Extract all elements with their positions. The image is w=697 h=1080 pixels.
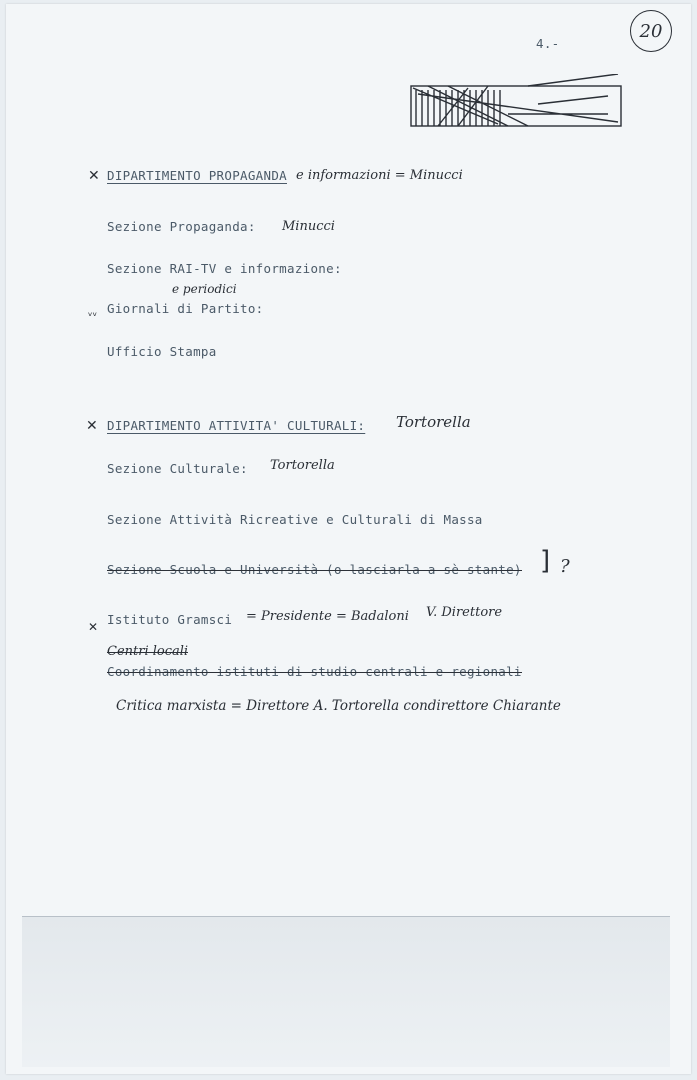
archive-number: 20 (639, 20, 663, 42)
bracket-mark: ] (540, 546, 551, 576)
archive-number-circle (630, 10, 672, 52)
culturali-heading: DIPARTIMENTO ATTIVITA' CULTURALI: (107, 418, 366, 433)
x-mark: ✕ (88, 620, 99, 634)
sezione-propaganda: Sezione Propaganda: (107, 219, 256, 234)
x-mark: ✕ (86, 418, 98, 434)
istituto-note: = Presidente = Badaloni (246, 609, 409, 624)
sezione-attivita: Sezione Attività Ricreative e Culturali di Massa (107, 512, 483, 527)
sezione-scuola-struck: Sezione Scuola e Università (o lasciarla a sè stante) (107, 562, 522, 577)
sezione-culturale-note: Tortorella (270, 458, 335, 473)
giornali-partito: Giornali di Partito: (107, 301, 264, 316)
sezione-rai: Sezione RAI-TV e informazione: (107, 261, 342, 276)
critica-marxista-note: Critica marxista = Direttore A. Tortorella condirettore Chiarante (116, 698, 561, 714)
propaganda-heading: DIPARTIMENTO PROPAGANDA (107, 168, 287, 183)
page-fold-shadow (22, 916, 670, 1067)
x-mark: ✕ (88, 168, 100, 184)
coordinamento-note-struck: Centri locali (107, 644, 189, 659)
giornali-insert-note: e periodici (172, 282, 237, 296)
sezione-culturale: Sezione Culturale: (107, 461, 248, 476)
document-page (6, 4, 691, 1074)
propaganda-handwritten-note: e informazioni = Minucci (296, 168, 463, 183)
istituto-vice-note: V. Direttore (426, 605, 503, 620)
page-number: 4.- (536, 36, 560, 51)
coordinamento-struck: Coordinamento istituti di studio centrali e regionali (107, 664, 522, 679)
istituto-gramsci: Istituto Gramsci (107, 612, 233, 627)
tick-mark: ᵥᵥ (88, 306, 98, 319)
sezione-propaganda-note: Minucci (282, 219, 335, 234)
culturali-note: Tortorella (396, 413, 471, 431)
ufficio-stampa: Ufficio Stampa (107, 344, 217, 359)
question-mark: ? (560, 556, 570, 577)
scribbled-header-mark (408, 74, 628, 132)
